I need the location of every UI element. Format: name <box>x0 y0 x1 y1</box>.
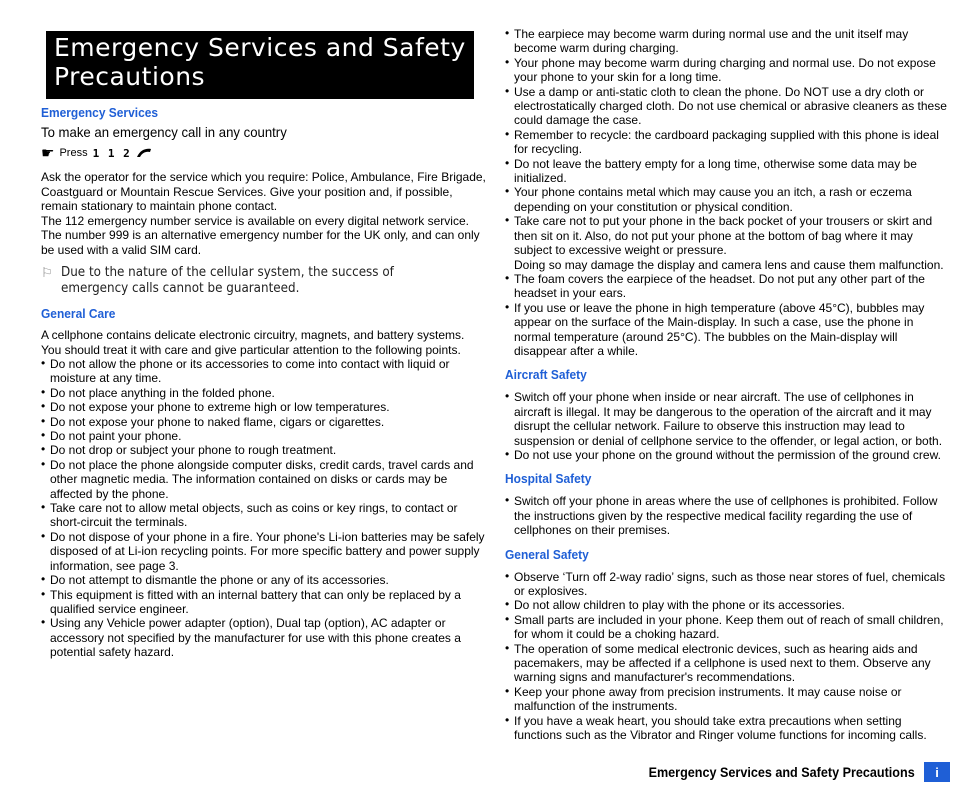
press-label: Press <box>59 147 88 159</box>
list-item: • Your phone contains metal which may cause you an itch, a rash or eczema depending on your constitution or physical condition. <box>505 185 952 214</box>
call-key-icon <box>136 148 152 158</box>
emergency-paragraph-2: The 112 emergency number service is available on every digital network service. The number 999 is an alternative emergency number for the UK only, and can only be used with a valid SIM card. <box>41 213 480 257</box>
general-safety-list <box>505 570 952 743</box>
general-care-heading: General Care <box>41 306 116 321</box>
aircraft-safety-heading: Aircraft Safety <box>505 367 587 383</box>
list-item: • The foam covers the earpiece of the headset. Do not put any other part of the headset in your ears. <box>505 272 952 301</box>
page-title: Emergency Services and Safety Precautions <box>46 31 474 99</box>
general-safety-heading: General Safety <box>505 546 589 562</box>
list-item: • Use a damp or anti-static cloth to clean the phone. Do NOT use a dry cloth or electrostatically charged cloth. Do not use chemical or abrasive cleaners as these could damage the case. <box>505 85 952 128</box>
hospital-safety-heading: Hospital Safety <box>505 471 592 487</box>
list-item: • Keep your phone away from precision instruments. It may cause noise or malfunction of the instruments. <box>505 685 952 714</box>
list-item: • Do not dispose of your phone in a fire. Your phone's Li-ion batteries may be safely disposed of at Li-ion recycling points. For more specific battery and power supply information, see page 3. <box>41 530 487 573</box>
list-item <box>505 214 952 272</box>
footer-title: Emergency Services and Safety Precautions <box>648 764 915 780</box>
list-item: • Using any Vehicle power adapter (option), Dual tap (option), AC adapter or accessory not specified by the manufacturer for use with this phone creates a potential safety hazard. <box>41 616 487 659</box>
list-item: • Do not place anything in the folded phone. <box>41 386 487 400</box>
list-item: • Do not expose your phone to naked flame, cigars or cigarettes. <box>41 415 487 429</box>
general-care-list-continued <box>505 27 952 358</box>
aircraft-safety-list <box>505 390 952 462</box>
list-item: • Your phone may become warm during charging and normal use. Do not expose your phone to your skin for a long time. <box>505 56 952 85</box>
list-item: • The earpiece may become warm during normal use and the unit itself may become warm during charging. <box>505 27 952 56</box>
pointing-hand-icon: ☛ <box>41 145 55 162</box>
pressure-followup: Doing so may damage the display and camera lens and cause them malfunction. <box>514 257 944 272</box>
list-item: • Do not place the phone alongside computer disks, credit cards, travel cards and other magnetic media. The information contained on disks or cards may be affected by the phone. <box>41 458 487 501</box>
right-column <box>505 27 952 742</box>
emergency-note <box>41 265 487 297</box>
general-care-intro: A cellphone contains delicate electronic circuitry, magnets, and battery systems. You should treat it with care and give particular attention to the following points. <box>41 328 465 357</box>
list-item: • Do not allow children to play with the phone or its accessories. <box>505 598 952 612</box>
list-item: • Do not attempt to dismantle the phone or any of its accessories. <box>41 573 487 587</box>
list-item: • The operation of some medical electronic devices, such as hearing aids and pacemakers, may be affected if a cellphone is used next to them. Observe any warning signs and manufacturer's recommendations. <box>505 642 952 685</box>
press-number: 1 1 2 <box>92 146 131 160</box>
list-item: • Do not use your phone on the ground without the permission of the ground crew. <box>505 448 952 462</box>
list-item: • Take care not to allow metal objects, such as coins or key rings, to contact or short-circuit the terminals. <box>41 501 487 530</box>
hospital-safety-list <box>505 494 952 537</box>
list-item: • Observe ‘Turn off 2-way radio’ signs, such as those near stores of fuel, chemicals or explosives. <box>505 570 952 599</box>
press-instruction <box>41 144 487 162</box>
general-care-list <box>41 357 487 660</box>
list-item: • This equipment is fitted with an internal battery that can only be replaced by a qualified service engineer. <box>41 588 487 617</box>
list-item: • Do not expose your phone to extreme high or low temperatures. <box>41 400 487 414</box>
page-number-badge: i <box>924 762 950 782</box>
pressure-warning: Take care not to put your phone in the back pocket of your trousers or skirt and then sit on it. Also, do not put your phone at the bottom of bag where it may subject to excessive weight or pressure. <box>514 214 933 258</box>
left-column <box>41 31 487 660</box>
emergency-note-text: Due to the nature of the cellular system, the success of emergency calls cannot be guaranteed. <box>60 265 394 296</box>
list-item: • Switch off your phone in areas where the use of cellphones is prohibited. Follow the instructions given by the respective medical facility regarding the use of cellphones on their premises. <box>505 494 952 537</box>
emergency-services-heading: Emergency Services <box>41 105 159 120</box>
list-item: • Do not leave the battery empty for a long time, otherwise some data may be initialized. <box>505 157 952 186</box>
list-item: • Do not paint your phone. <box>41 429 487 443</box>
list-item: • If you use or leave the phone in high temperature (above 45°C), bubbles may appear on the surface of the Main-display. In such a case, use the phone in normal temperature (around 25°C). The bubbles on the Main-display will disappear after a while. <box>505 301 952 359</box>
emergency-paragraph-1: Ask the operator for the service which you require: Police, Ambulance, Fire Brigade, Coastguard or Mountain Rescue Services. Give your position and, if possible, remain stationary to maintain phone contact. <box>41 170 486 213</box>
note-icon: ⚐ <box>41 265 53 280</box>
list-item: • Do not drop or subject your phone to rough treatment. <box>41 443 487 457</box>
emergency-lead: To make an emergency call in any country <box>41 124 287 140</box>
page-footer <box>619 762 950 782</box>
list-item: • Small parts are included in your phone. Keep them out of reach of small children, for whom it could be a choking hazard. <box>505 613 952 642</box>
list-item: • If you have a weak heart, you should take extra precautions when setting functions such as the Vibrator and Ringer volume functions for incoming calls. <box>505 714 952 743</box>
list-item: • Remember to recycle: the cardboard packaging supplied with this phone is ideal for recycling. <box>505 128 952 157</box>
list-item: • Switch off your phone when inside or near aircraft. The use of cellphones in aircraft is illegal. It may be dangerous to the operation of the aircraft and it may disrupt the cellular network. Failure to observe this instruction may lead to suspension or denial of cellphone service to the offender, or legal action, or both. <box>505 390 952 448</box>
list-item: • Do not allow the phone or its accessories to come into contact with liquid or moisture at any time. <box>41 357 487 386</box>
